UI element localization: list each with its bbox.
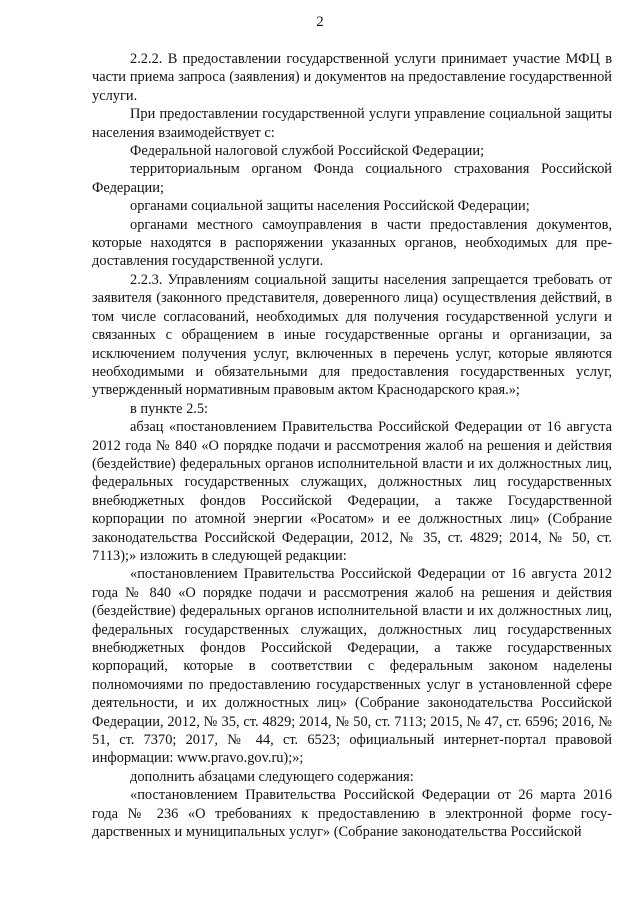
paragraph-resolution-236: «постановлением Правительства Российской Федерации от 26 марта 2016 года № 236 «О требованиях к предоставлению в электронной форме государственных и муниципальных услуг» (Собрание законодательства Российской [92, 787, 612, 841]
paragraph-2-2-3: 2.2.3. Управлениям социальной защиты населения запрещается требовать от заявителя (законного представителя, доверенного лица) осуществления действий, в том числе согласований, необходимых для получения государственной услуги и связанных с обращением в иные государственные органы и организации, за исключением получения услуг, включенных в перечень услуг, которые являются необходимыми и обязательными для предоставления государственных услуг, утвержденный нормативным правовым актом Краснодарского края.»; [92, 271, 612, 399]
paragraph-supplement-intro: дополнить абзацами следующего содержания: [130, 768, 414, 785]
paragraph-old-wording: абзац «постановлением Правительства Российской Федерации от 16 августа 2012 года № 840 «О порядке подачи и рассмотрения жалоб на решения и действия (бездействие) федеральных органов исполнительной власти и их должностных лиц, федеральных государственных служащих, должностных лиц государственных внебюджетных фондов Российской Федерации, а также Государственной корпорации по атомной энергии «Росатом» и ее должностных лиц» (Собрание законодательства Российской Федерации, 2012, № 35, ст. 4829; 2014, № 50, ст. 7113);» изложить в следующей редакции: [92, 419, 612, 564]
paragraph-new-wording: «постановлением Правительства Российской Федерации от 16 августа 2012 года № 840 «О порядке подачи и рассмотрения жалоб на решения и действия (бездействие) федеральных органов исполнительной власти и их должностных лиц, федеральных государственных служащих, должностных лиц государственных внебюджетных фондов Российской Федерации, а также государственных корпораций, которые в соответствии с федеральным законом наделены полномочиями по предоставлению государственных услуг в установленной сфере деятельности, и их должностных лиц» (Собрание законодательства Российской Федерации, 2012, № 35, ст. 4829; 2014, № 50, ст. 7113; 2015, № 47, ст. 6596; 2016, № 51, ст. 7370; 2017, № 44, ст. 6523; официальный интернет-портал правовой информации: www.pravo.gov.ru);»; [92, 566, 612, 767]
paragraph-social-insurance-fund: территориальным органом Фонда социального страхования Российской Федерации; [92, 161, 612, 196]
paragraph-2-2-2: 2.2.2. В предоставлении государственной услуги принимает участие МФЦ в части приема запроса (заявления) и документов на предоставление государственной услуги. [92, 51, 612, 104]
paragraph-interaction-intro: При предоставлении государственной услуги управление социальной защиты населения взаимодействует с: [92, 106, 612, 141]
document-body [92, 50, 612, 841]
page-number: 2 [316, 14, 324, 30]
paragraph-point-2-5: в пункте 2.5: [130, 400, 209, 417]
paragraph-local-self-government: органами местного самоуправления в части предоставления документов, которые находятся в распоряжении указанных органов, необходимых для предоставления государственной услуги. [92, 216, 612, 270]
paragraph-tax-service: Федеральной налоговой службой Российской Федерации; [130, 143, 485, 160]
paragraph-social-protection-bodies: органами социальной защиты населения Российской Федерации; [130, 198, 530, 215]
